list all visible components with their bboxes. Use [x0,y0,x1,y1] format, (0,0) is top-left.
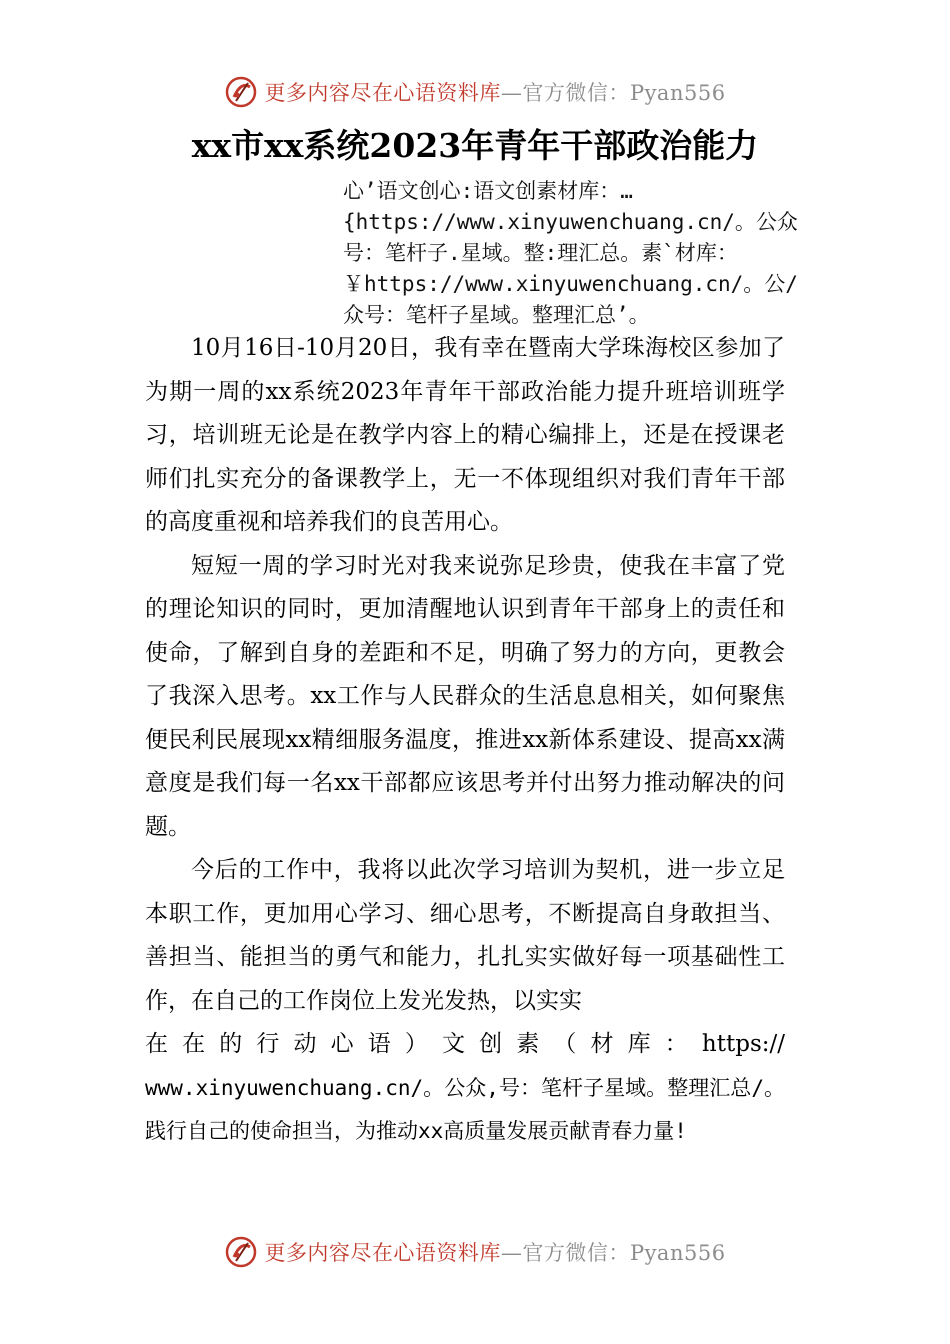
header-banner [0,72,950,112]
footer-banner [0,1232,950,1272]
logo-icon [224,1235,258,1269]
header-banner-text: 更多内容尽在心语资料库—官方微信：Pyan556 [264,81,726,105]
paragraph-1: 10月16日-10月20日，我有幸在暨南大学珠海校区参加了为期一周的xx系统2023年青年干部政治能力提升班培训班学习，培训班无论是在教学内容上的精心编排上，还是在授课老师们扎实充分的备课教学上，无一不体现组织对我们青年干部的高度重视和培养我们的良苦用心。 [145,335,785,535]
paragraph-3-part-2: www.xinyuwenchuang.cn/。公众,号：笔杆子星域。整理汇总/。践行自己的使命担当，为推动xx高质量发展贡献青春力量! [145,1075,785,1143]
paragraph-2: 短短一周的学习时光对我来说弥足珍贵，使我在丰富了党的理论知识的同时，更加清醒地认识到青年干部身上的责任和使命，了解到自身的差距和不足，明确了努力的方向，更教会了我深入思考。xx工作与人民群众的生活息息相关，如何聚焦便民利民展现xx精细服务温度，推进xx新体系建设、提高xx满意度是我们每一名xx干部都应该思考并付出努力推动解决的问题。 [145,552,785,840]
inserted-line: 心’语文创心:语文创素材库：… [343,179,633,203]
paragraph-3-part-1: 今后的工作中，我将以此次学习培训为契机，进一步立足本职工作，更加用心学习、细心思考，不断提高自身敢担当、善担当、能担当的勇气和能力，扎扎实实做好每一项基础性工作，在自己的工作岗位上发光发热，以实实 [145,857,785,1014]
inserted-line: 号：笔杆子.星域。整:理汇总。素`材库： [343,241,738,265]
body-text [145,327,785,1154]
paragraph-3-spaced-line: 在在的行动心语）文创素（材库：https:// [145,1031,785,1057]
inserted-line: {https://www.xinyuwenchuang.cn/。公众 [343,210,798,234]
logo-icon [224,75,258,109]
inserted-line: ￥https://www.xinyuwenchuang.cn/。公/ [343,272,798,296]
document-title: xx市xx系统2023年青年干部政治能力 [191,126,759,165]
footer-banner-text: 更多内容尽在心语资料库—官方微信：Pyan556 [264,1241,726,1265]
paragraph-3 [145,849,785,1154]
inserted-source-block [343,176,813,331]
inserted-line: 众号：笔杆子星域。整理汇总’。 [343,303,650,327]
